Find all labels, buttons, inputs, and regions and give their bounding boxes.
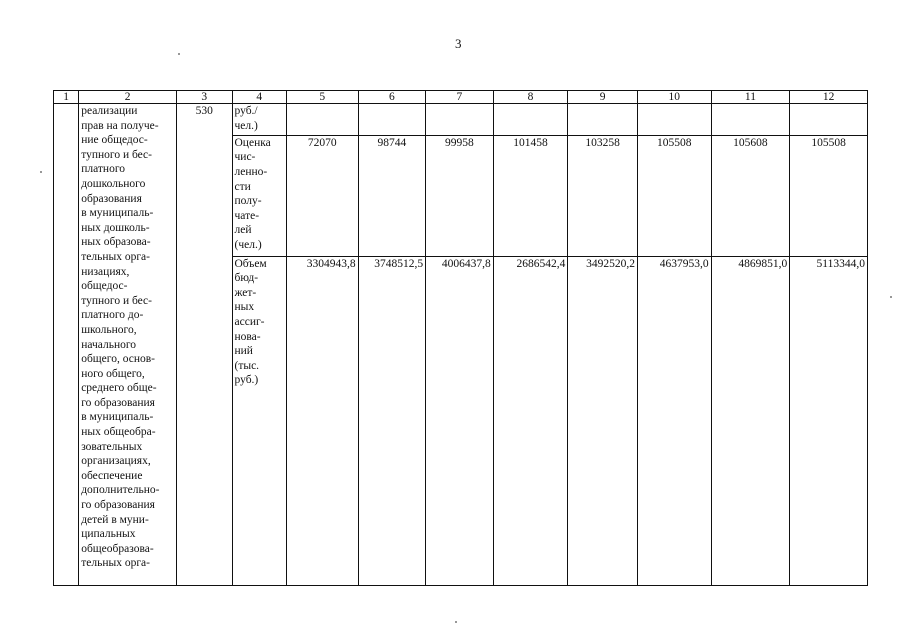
header-cell: 9 xyxy=(568,91,638,104)
page-number: 3 xyxy=(455,36,462,51)
value-cell: 101458 xyxy=(493,135,568,256)
value-cell: 4637953,0 xyxy=(637,256,711,585)
scan-speck xyxy=(178,53,180,55)
header-cell: 10 xyxy=(637,91,711,104)
value-cell: 99958 xyxy=(426,135,494,256)
value-cell: 105608 xyxy=(711,135,790,256)
value-cell: 5113344,0 xyxy=(790,256,868,585)
value-cell xyxy=(426,104,494,136)
budget-table xyxy=(53,90,868,586)
value-cell: 3492520,2 xyxy=(568,256,638,585)
code-cell: 530 xyxy=(177,104,232,586)
scan-speck xyxy=(40,171,42,173)
header-cell: 3 xyxy=(177,91,232,104)
value-cell: 105508 xyxy=(790,135,868,256)
unit-cell: Оценка чис- ленно- сти полу- чате- лей (чел.) xyxy=(232,135,286,256)
value-cell xyxy=(637,104,711,136)
indicator-name-cell: реализации прав на получе- ние общедос- тупного и бес- платного дошкольного образования в муниципаль- ных дошколь- ных образова- тельных орга- низациях, общедос- тупного и бес- платного до- школьного, начального общего, основ- ного общего, среднего обще- го образования в муниципаль- ных общеобра- зовательных организациях, обеспечение дополнительно- го образования детей в муни- ципальных общеобразова- тельных орга- xyxy=(79,104,177,586)
value-cell: 105508 xyxy=(637,135,711,256)
value-cell xyxy=(790,104,868,136)
value-cell xyxy=(286,104,358,136)
value-cell xyxy=(493,104,568,136)
scan-speck xyxy=(455,621,457,623)
header-cell: 12 xyxy=(790,91,868,104)
unit-cell: руб./ чел.) xyxy=(232,104,286,136)
value-cell: 3304943,8 xyxy=(286,256,358,585)
header-cell: 6 xyxy=(358,91,426,104)
unit-cell: Объем бюд- жет- ных ассиг- нова- ний (тыс. руб.) xyxy=(232,256,286,585)
value-cell: 4006437,8 xyxy=(426,256,494,585)
value-cell: 2686542,4 xyxy=(493,256,568,585)
header-cell: 11 xyxy=(711,91,790,104)
header-cell: 4 xyxy=(232,91,286,104)
value-cell xyxy=(568,104,638,136)
value-cell: 98744 xyxy=(358,135,426,256)
value-cell: 3748512,5 xyxy=(358,256,426,585)
table-row xyxy=(54,104,868,136)
value-cell xyxy=(711,104,790,136)
value-cell xyxy=(358,104,426,136)
table-header-row xyxy=(54,91,868,104)
header-cell: 1 xyxy=(54,91,79,104)
value-cell: 103258 xyxy=(568,135,638,256)
scan-speck xyxy=(890,296,892,298)
row-number-cell xyxy=(54,104,79,586)
header-cell: 5 xyxy=(286,91,358,104)
value-cell: 72070 xyxy=(286,135,358,256)
value-cell: 4869851,0 xyxy=(711,256,790,585)
header-cell: 7 xyxy=(426,91,494,104)
header-cell: 2 xyxy=(79,91,177,104)
header-cell: 8 xyxy=(493,91,568,104)
